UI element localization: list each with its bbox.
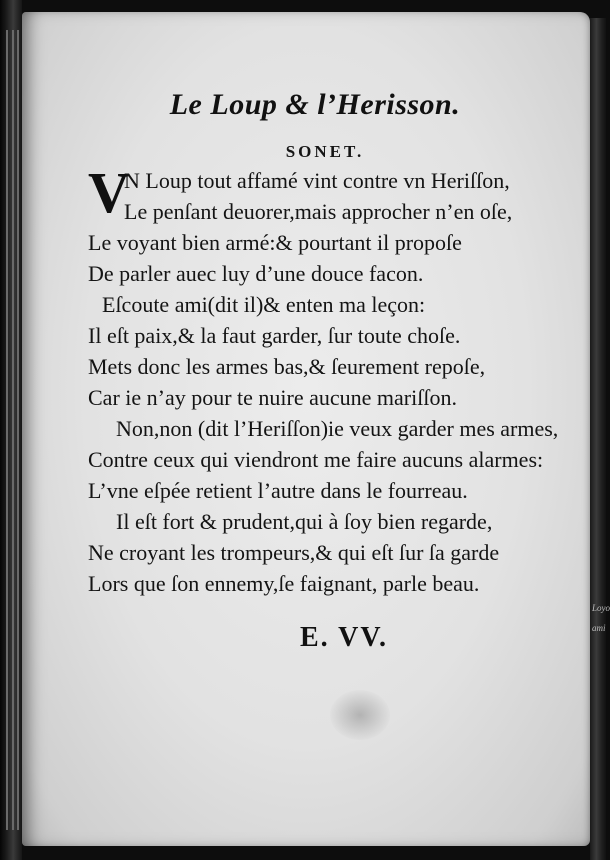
ink-smudge bbox=[330, 690, 390, 740]
poem-line: Car ie n’ay pour te nuire aucune mariſſon. bbox=[88, 385, 457, 410]
drop-cap: V bbox=[88, 160, 130, 225]
poem-line: De parler auec luy d’une douce facon. bbox=[88, 261, 424, 286]
poem-line: Lors que ſon ennemy,ſe faignant, parle beau. bbox=[88, 571, 480, 596]
poem-line: Eſcoute ami(dit il)& enten ma leçon: bbox=[102, 292, 426, 317]
poem-line: Mets donc les armes bas,& ſeurement repoſe, bbox=[88, 354, 486, 379]
edge-fragment: Loyo bbox=[592, 603, 610, 613]
poem-line: Le penſant deuorer,mais approcher n’en oſe, bbox=[124, 199, 513, 224]
poem-subtitle: SONET. bbox=[285, 142, 365, 161]
poem-line: Non,non (dit l’Heriſſon)ie veux garder mes armes, bbox=[116, 416, 559, 441]
edge-fragment: ami bbox=[592, 623, 606, 633]
page-title: Le Loup & l’Herisson. bbox=[169, 88, 461, 121]
poem-line: Il eſt fort & prudent,qui à ſoy bien regarde, bbox=[116, 509, 493, 534]
poem-line: Le voyant bien armé:& pourtant il propoſe bbox=[88, 230, 462, 255]
poem-line: N Loup tout affamé vint contre vn Heriſſon, bbox=[124, 168, 510, 193]
poem-line: Contre ceux qui viendront me faire aucuns alarmes: bbox=[88, 447, 544, 472]
poem-line: Il eſt paix,& la faut garder, ſur toute choſe. bbox=[88, 323, 461, 348]
poem-line: Ne croyant les trompeurs,& qui eſt ſur ſa garde bbox=[88, 540, 500, 565]
signature: E. VV. bbox=[300, 622, 389, 653]
poem-line: L’vne eſpée retient l’autre dans le fourreau. bbox=[88, 478, 468, 503]
